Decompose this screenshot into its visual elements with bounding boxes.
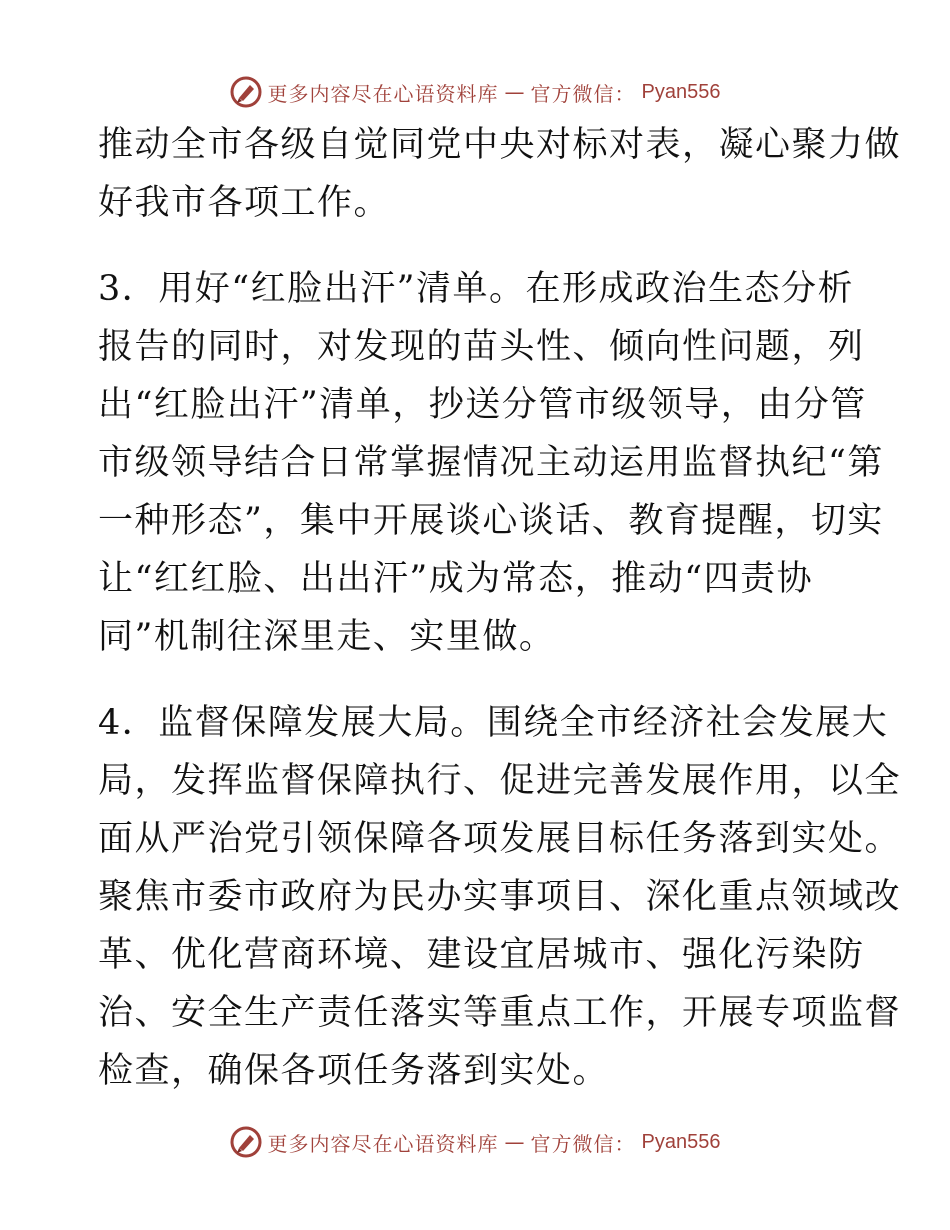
footer-watermark	[0, 1122, 950, 1162]
text-line: 4．监督保障发展大局。围绕全市经济社会发展大	[98, 703, 889, 743]
pen-logo-icon	[230, 76, 262, 108]
watermark-id: Pyan556	[641, 1130, 721, 1153]
text-line: 好我市各项工作。	[98, 183, 391, 223]
document-body	[98, 116, 902, 1100]
watermark-label: 官方微信：	[530, 81, 636, 106]
text-line: 检查，确保各项任务落到实处。	[98, 1051, 610, 1091]
text-line: 推动全市各级自觉同党中央对标对表，凝心聚力做	[98, 125, 902, 165]
text-line: 聚焦市委市政府为民办实事项目、深化重点领域改	[98, 877, 902, 917]
text-line: 治、安全生产责任落实等重点工作，开展专项监督	[98, 993, 902, 1033]
watermark-separator: —	[504, 1130, 525, 1154]
watermark-id: Pyan556	[641, 80, 721, 103]
text-line: 一种形态”，集中开展谈心谈话、教育提醒，切实	[98, 501, 884, 541]
text-line: 出“红脸出汗”清单，抄送分管市级领导，由分管	[98, 385, 867, 425]
watermark-label: 官方微信：	[530, 1131, 636, 1156]
header-watermark	[0, 72, 950, 112]
paragraph	[98, 694, 902, 1100]
text-line: 市级领导结合日常掌握情况主动运用监督执纪“第	[98, 443, 884, 483]
paragraph	[98, 260, 884, 666]
paragraph	[98, 116, 902, 232]
text-line: 革、优化营商环境、建设宜居城市、强化污染防	[98, 935, 865, 975]
pen-logo-icon	[230, 1126, 262, 1158]
text-line: 3．用好“红脸出汗”清单。在形成政治生态分析	[98, 269, 855, 309]
watermark-text: 更多内容尽在心语资料库	[267, 81, 499, 106]
text-line: 让“红红脸、出出汗”成为常态，推动“四责协	[98, 559, 814, 599]
text-line: 报告的同时，对发现的苗头性、倾向性问题，列	[98, 327, 865, 367]
text-line: 面从严治党引领保障各项发展目标任务落到实处。	[98, 819, 902, 859]
text-line: 局，发挥监督保障执行、促进完善发展作用，以全	[98, 761, 902, 801]
watermark-separator: —	[504, 80, 525, 104]
text-line: 同”机制往深里走、实里做。	[98, 617, 556, 657]
watermark-text: 更多内容尽在心语资料库	[267, 1131, 499, 1156]
